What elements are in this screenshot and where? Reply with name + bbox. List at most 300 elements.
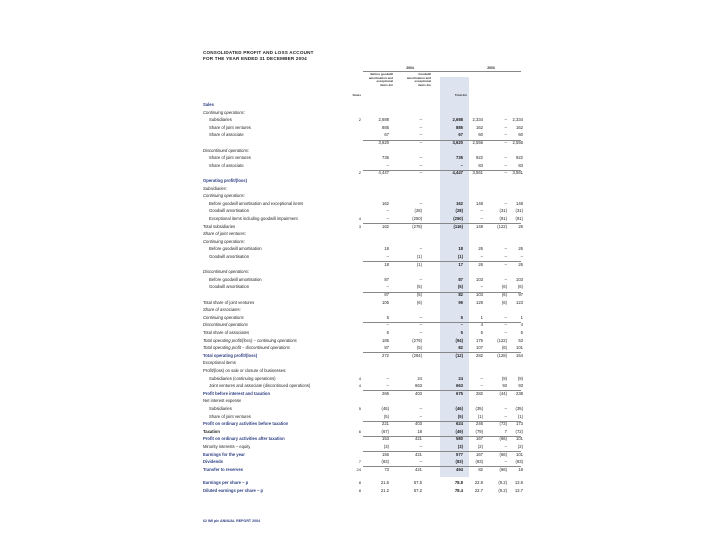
statement-title (203, 50, 314, 62)
cell-value: – (504, 444, 507, 449)
row-label: Continuing operations: (203, 109, 245, 115)
cell-value: 5 (386, 330, 389, 335)
cell-value: – (419, 124, 422, 130)
cell-value: – (480, 254, 483, 259)
cell-value: 5 (520, 330, 523, 335)
cell-value: (35) (515, 406, 523, 411)
cell-value: (1) (477, 413, 483, 419)
cell-value: 624 (456, 421, 463, 427)
table-row (203, 459, 521, 465)
cell-value: – (504, 254, 507, 259)
cell-value: – (386, 162, 389, 168)
table-row (203, 216, 521, 222)
cell-value: 148 (516, 200, 523, 206)
cell-value: – (419, 406, 422, 411)
row-label: Continuing operations (203, 314, 244, 320)
table-row (203, 155, 521, 161)
cell-value: 403 (415, 421, 422, 427)
cell-value: – (386, 383, 389, 389)
cell-value: 246 (476, 421, 483, 427)
row-note: 7 (358, 459, 361, 465)
cell-value: (46) (455, 406, 463, 411)
cell-value: 5 (480, 330, 483, 335)
cell-value: (44) (499, 390, 507, 396)
row-label: Sales (203, 102, 214, 107)
table-row (203, 315, 521, 321)
cell-value: 421 (415, 436, 422, 442)
row-label: Share of joint ventures (209, 155, 251, 161)
cell-value: – (480, 284, 483, 290)
cell-value: 577 (456, 451, 463, 457)
cell-value: (250) (412, 216, 422, 221)
cell-value: 22.8 (474, 480, 483, 486)
row-note: 24 (356, 466, 361, 472)
cell-value: (73) (499, 421, 507, 427)
row-label: Share of associate (209, 162, 244, 168)
cell-value: 7 (504, 428, 507, 434)
cell-value: (1) (457, 254, 463, 259)
row-label: Subsidiaries (continuing operations) (209, 375, 276, 381)
row-label: Before goodwill amortisation (209, 246, 262, 252)
cell-value: 101 (516, 345, 523, 351)
cell-value: – (419, 459, 422, 465)
cell-value: 3,620 (378, 140, 389, 145)
table-row (203, 224, 521, 230)
cell-value: (5) (416, 292, 422, 297)
cell-value: – (504, 162, 507, 168)
cell-value: – (419, 132, 422, 138)
cell-value: (67) (381, 428, 389, 434)
cell-value: – (504, 200, 507, 206)
table-row (203, 201, 521, 207)
table-row (203, 488, 521, 494)
cell-value: (5) (383, 413, 389, 419)
cell-value: – (520, 254, 523, 259)
table-row (203, 406, 521, 412)
cell-value: 87 (458, 276, 463, 282)
year-header-2003: 2003 (487, 66, 495, 70)
cell-value: – (386, 322, 389, 328)
cell-value: 105 (382, 299, 389, 305)
cell-value: 156 (382, 451, 389, 457)
cell-value: (284) (412, 352, 422, 358)
cell-value: (83) (475, 459, 483, 465)
cell-value: (66) (499, 436, 507, 442)
title-line: CONSOLIDATED PROFIT AND LOSS ACCOUNT (203, 50, 314, 55)
row-note: 8 (358, 488, 361, 493)
cell-value: (278) (412, 223, 422, 229)
row-label: Minority interests – equity (203, 444, 251, 449)
cell-value: – (504, 140, 507, 145)
cell-value: (5) (416, 345, 422, 351)
row-label: Net interest expense (203, 398, 242, 404)
cell-value: 735 (382, 155, 389, 161)
cell-value: 735 (456, 155, 463, 161)
cell-value: (6) (501, 292, 507, 297)
cell-value: 13.6 (514, 480, 523, 486)
cell-value: 421 (415, 451, 422, 457)
cell-value: 2,556 (512, 140, 523, 145)
row-label: Share of associate (209, 132, 244, 138)
cell-value: – (504, 314, 507, 320)
table-row (203, 414, 521, 420)
row-label: Total operating profit – discontinued operations (203, 345, 290, 351)
col-header-total-2004: Total £m (454, 93, 467, 97)
cell-value: 154 (516, 352, 523, 358)
table-row (203, 269, 521, 275)
table-row (203, 345, 521, 351)
table-row (203, 360, 521, 366)
cell-value: – (386, 375, 389, 381)
cell-value: 107 (476, 345, 483, 351)
table-row (203, 117, 521, 123)
cell-value: 13.7 (514, 488, 523, 493)
cell-value: 87 (384, 292, 389, 297)
table-row (203, 300, 521, 306)
table-row (203, 239, 521, 245)
cell-value: (250) (453, 216, 463, 221)
row-label: Subsidiaries (209, 117, 232, 123)
cell-value: 26 (478, 261, 483, 267)
row-note: 2 (358, 170, 361, 176)
row-label: Share of joint ventures (209, 413, 251, 419)
row-label: Goodwill amortisation (209, 254, 250, 259)
cell-value: 885 (456, 124, 463, 130)
cell-value: 580 (456, 436, 463, 442)
row-label: Total share of joint ventures (203, 299, 255, 305)
cell-value: 24 (458, 375, 463, 381)
table-row (203, 338, 521, 344)
row-label: Continuing operations: (203, 238, 245, 244)
table-row (203, 421, 521, 427)
cell-value: 17 (458, 261, 463, 267)
cell-value: (9) (517, 375, 523, 381)
cell-value: (12) (455, 352, 463, 358)
cell-value: – (504, 330, 507, 335)
cell-value: 3,620 (452, 140, 463, 145)
row-label: Total operating profit/(loss) – continuing operations (203, 337, 297, 343)
cell-value: 78.4 (454, 488, 463, 493)
row-label: Subsidiaries: (203, 185, 227, 191)
cell-value: – (419, 413, 422, 419)
cell-value: 282 (476, 390, 483, 396)
cell-value: 73 (384, 466, 389, 472)
cell-value: 57.2 (413, 488, 422, 493)
cell-value: 175 (476, 337, 483, 343)
table-row (203, 140, 521, 146)
cell-value: – (504, 406, 507, 411)
table-row (203, 231, 521, 237)
cell-value: (83) (381, 459, 389, 465)
cell-value: (83) (455, 459, 463, 465)
cell-value: 103 (516, 276, 523, 282)
cell-value: (3) (457, 444, 463, 449)
cell-value: 93 (518, 383, 523, 389)
cell-value: (1) (517, 413, 523, 419)
cell-value: 24 (417, 375, 422, 381)
cell-value: 282 (476, 352, 483, 358)
row-label: Before goodwill amortisation and exceptional items (209, 200, 304, 206)
cell-value: (31) (515, 208, 523, 214)
row-label: Subsidiaries (209, 406, 232, 411)
cell-value: 93 (502, 383, 507, 389)
cell-value: 2,688 (378, 117, 389, 123)
cell-value: 83 (518, 162, 523, 168)
cell-value: – (460, 322, 463, 328)
row-label: Discontinued operations: (203, 147, 250, 153)
cell-value: 67 (384, 132, 389, 138)
cell-value: (66) (499, 466, 507, 472)
cell-value: 78.8 (454, 480, 463, 486)
cell-value: – (419, 444, 422, 449)
row-label: Profit before interest and taxation (203, 390, 271, 396)
table-row (203, 284, 521, 290)
col-header-goodwill-2004: Goodwill amortisation and exceptional items £m (406, 72, 431, 87)
cell-value: (31) (499, 208, 507, 214)
cell-value: – (504, 322, 507, 328)
cell-value: – (386, 208, 389, 214)
cell-value: 266 (382, 390, 389, 396)
table-row (203, 208, 521, 214)
cell-value: (91) (499, 216, 507, 221)
row-label: Dividends (203, 459, 224, 465)
cell-value: – (504, 261, 507, 267)
table-row (203, 368, 521, 374)
row-label: Goodwill amortisation (209, 284, 250, 290)
cell-value: 67 (458, 132, 463, 138)
row-label: Earnings for the year (203, 451, 245, 457)
table-row (203, 193, 521, 199)
cell-value: (49) (455, 428, 463, 434)
cell-value: 83 (478, 162, 483, 168)
cell-value: 4,447 (452, 170, 463, 176)
cell-value: 162 (516, 124, 523, 130)
cell-value: 82 (458, 345, 463, 351)
cell-value: (83) (515, 459, 523, 465)
cell-value: (6) (501, 345, 507, 351)
cell-value: (91) (515, 216, 523, 221)
row-label: Diluted earnings per share – p (203, 488, 264, 493)
table-row (203, 110, 521, 116)
cell-value: 26 (478, 246, 483, 252)
page-footer: 62 IMI plc ANNUAL REPORT 2004 (203, 519, 261, 523)
cell-value: 922 (516, 155, 523, 161)
cell-value: 663 (415, 383, 422, 389)
cell-value: 82 (478, 466, 483, 472)
cell-value: (9.2) (498, 488, 507, 493)
cell-value: 97 (518, 292, 523, 297)
cell-value: (6) (501, 299, 507, 305)
table-row (203, 246, 521, 252)
cell-value: 101 (516, 451, 523, 457)
cell-value: – (480, 216, 483, 221)
cell-value: 18 (417, 428, 422, 434)
row-label: Before goodwill amortisation (209, 276, 262, 282)
cell-value: – (504, 124, 507, 130)
cell-value: (3) (383, 444, 389, 449)
cell-value: (6) (501, 284, 507, 290)
cell-value: 1 (480, 314, 483, 320)
cell-value: 153 (382, 436, 389, 442)
cell-value: 2,334 (512, 117, 523, 123)
cell-value: (116) (453, 223, 463, 229)
cell-value: (79) (475, 428, 483, 434)
cell-value: 18 (384, 261, 389, 267)
cell-value: 148 (476, 200, 483, 206)
cell-value: (2) (517, 444, 523, 449)
table-row (203, 398, 521, 404)
col-header-before-2004: Before goodwill amortisation and exceptional items £m (368, 72, 393, 87)
cell-value: – (419, 162, 422, 168)
cell-value: (72) (515, 428, 523, 434)
cell-value: 494 (456, 466, 463, 472)
cell-value: 18 (458, 246, 463, 252)
row-label: Joint ventures and associate (discontinued operations) (209, 383, 311, 389)
cell-value: – (460, 162, 463, 168)
table-row (203, 429, 521, 435)
row-label: Discontinued operations: (203, 269, 250, 275)
cell-value: 3,561 (472, 170, 483, 176)
cell-value: (6) (416, 299, 422, 305)
cell-value: 21.5 (380, 480, 389, 486)
table-row (203, 148, 521, 154)
row-note: 3 (358, 223, 361, 229)
cell-value: (28) (455, 208, 463, 214)
row-label: Transfer to reserves (203, 466, 244, 472)
table-row (203, 254, 521, 260)
table-row (203, 102, 521, 108)
table-row (203, 391, 521, 397)
cell-value: – (504, 413, 507, 419)
cell-value: 5 (460, 314, 463, 320)
cell-value: – (480, 208, 483, 214)
table-row (203, 467, 521, 473)
cell-value: – (504, 155, 507, 161)
row-note: 4 (358, 375, 361, 381)
table-row (203, 444, 521, 450)
cell-value: 53 (518, 337, 523, 343)
table-row (203, 262, 521, 268)
cell-value: (2) (477, 444, 483, 449)
cell-value: 167 (476, 451, 483, 457)
title-line: FOR THE YEAR ENDED 31 DECEMBER 2004 (203, 56, 307, 61)
cell-value: 2,334 (472, 117, 483, 123)
cell-value: 238 (516, 390, 523, 396)
cell-value: – (504, 276, 507, 282)
year-header-2004: 2004 (406, 66, 414, 70)
cell-value: 885 (382, 124, 389, 130)
row-label: Continuing operations: (203, 193, 245, 199)
cell-value: – (419, 314, 422, 320)
table-row (203, 163, 521, 169)
cell-value: – (419, 200, 422, 206)
cell-value: (5) (457, 413, 463, 419)
row-label: Profit on ordinary activities before taxation (203, 421, 289, 427)
table-row (203, 353, 521, 359)
cell-value: (5) (457, 284, 463, 290)
row-label: Discontinued operations (203, 322, 248, 328)
cell-value: (122) (497, 223, 507, 229)
cell-value: 57.5 (413, 480, 422, 486)
cell-value: – (419, 276, 422, 282)
cell-value: – (386, 254, 389, 259)
notes-header: Notes (352, 93, 361, 97)
row-label: Profit/(loss) on sale or closure of businesses: (203, 368, 287, 373)
cell-value: – (419, 117, 422, 123)
financial-statement (203, 50, 521, 530)
cell-value: 103 (476, 276, 483, 282)
cell-value: 148 (476, 223, 483, 229)
cell-value: (9) (501, 375, 507, 381)
row-label: Goodwill amortisation (209, 208, 250, 214)
table-row (203, 330, 521, 336)
cell-value: – (504, 132, 507, 138)
cell-value: – (419, 170, 422, 176)
table-row (203, 292, 521, 298)
row-note: 4 (358, 216, 361, 221)
cell-value: 173 (516, 421, 523, 427)
table-row (203, 178, 521, 184)
cell-value: 421 (415, 466, 422, 472)
cell-value: 167 (476, 436, 483, 442)
cell-value: – (504, 117, 507, 123)
cell-value: (128) (497, 352, 507, 358)
cell-value: 5 (386, 314, 389, 320)
row-label: Share of joint ventures (209, 124, 251, 130)
table-row (203, 480, 521, 486)
row-note: 4 (358, 383, 361, 389)
row-note: 6 (358, 428, 361, 434)
cell-value: 162 (382, 200, 389, 206)
cell-value: 185 (382, 337, 389, 343)
cell-value: 26 (518, 246, 523, 252)
row-label: Operating profit/(loss) (203, 178, 247, 183)
row-label: Earnings per share – p (203, 480, 249, 486)
cell-value: 87 (384, 345, 389, 351)
cell-value: (94) (455, 337, 463, 343)
cell-value: 82 (458, 292, 463, 297)
row-label: Taxation (203, 428, 220, 434)
cell-value: 103 (476, 292, 483, 297)
cell-value: (46) (381, 406, 389, 411)
cell-value: 5 (460, 330, 463, 335)
cell-value: – (419, 155, 422, 161)
cell-value: 99 (458, 299, 463, 305)
cell-value: 101 (516, 436, 523, 442)
cell-value: 26 (518, 261, 523, 267)
row-note: 2 (358, 117, 361, 123)
table-row (203, 436, 521, 442)
cell-value: – (419, 322, 422, 328)
year-rule (449, 71, 521, 72)
cell-value: – (504, 459, 507, 465)
cell-value: – (386, 216, 389, 221)
table-row (203, 132, 521, 138)
row-label: Share of joint ventures: (203, 231, 247, 237)
cell-value: (5) (416, 284, 422, 290)
cell-value: (28) (414, 208, 422, 214)
cell-value: 3,561 (512, 170, 523, 176)
table-row (203, 307, 521, 313)
cell-value: 26 (518, 223, 523, 229)
cell-value: – (386, 284, 389, 290)
cell-value: 22.7 (474, 488, 483, 493)
table-row (203, 125, 521, 131)
cell-value: (9.2) (498, 480, 507, 486)
cell-value: – (504, 246, 507, 252)
row-label: Profit on ordinary activities after taxation (203, 436, 285, 442)
cell-value: 21.2 (380, 488, 389, 493)
